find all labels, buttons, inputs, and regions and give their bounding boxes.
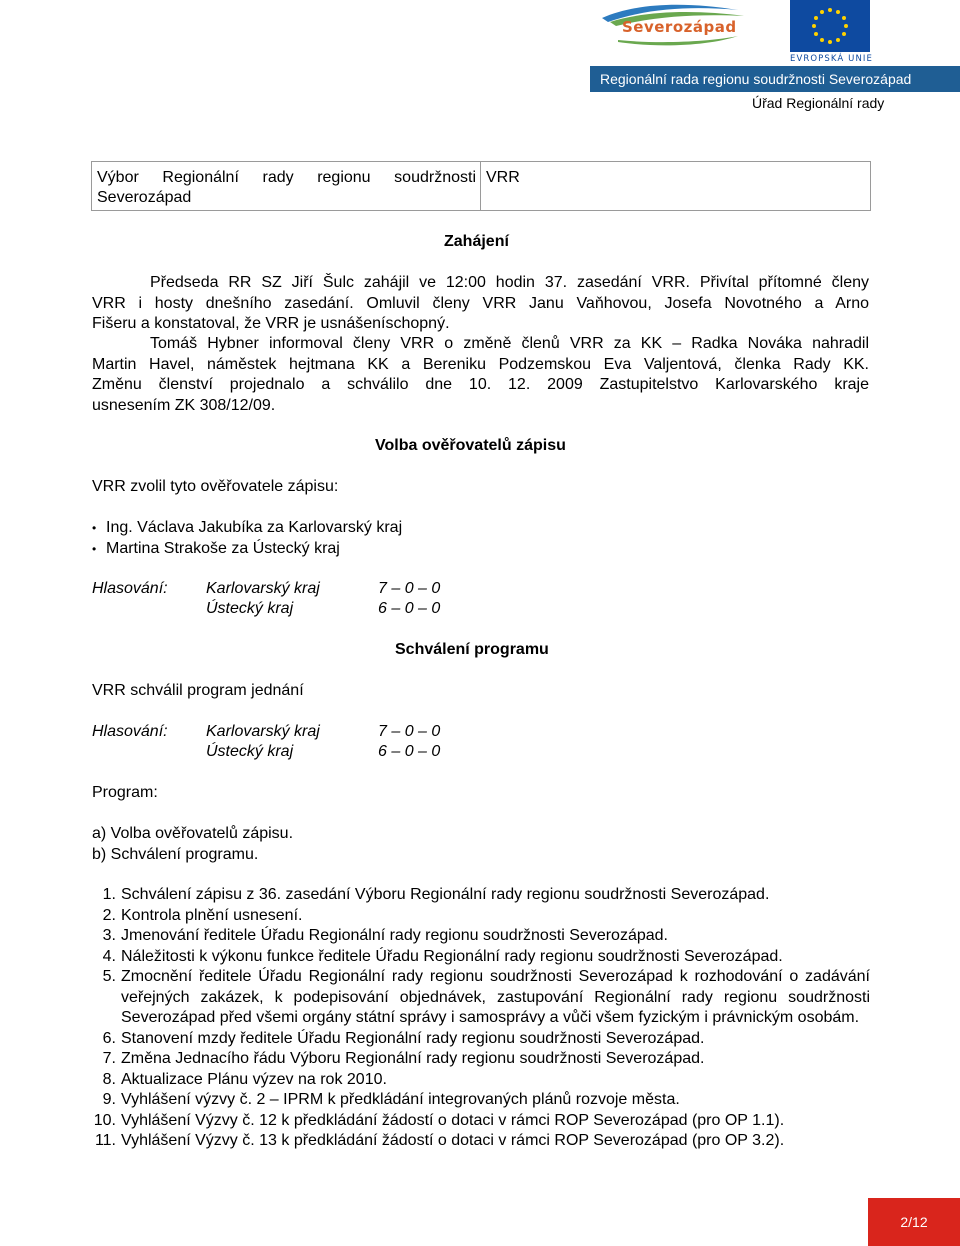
- list-item-number: 4.: [102, 947, 116, 965]
- list-item-text: Schválení zápisu z 36. zasedání Výboru Regionální rady regionu soudržnosti Severozápad.: [121, 886, 770, 903]
- volba-intro: VRR zvolil tyto ověřovatele zápisu:: [92, 478, 339, 495]
- table-cell-organ: Výbor Regionální rady regionu soudržnosti Severozápad: [92, 162, 481, 210]
- list-item-text: Jmenování ředitele Úřadu Regionální rady regionu soudržnosti Severozápad.: [121, 927, 668, 944]
- list-item: [92, 926, 870, 947]
- vote-region: Ústecký kraj: [206, 743, 294, 760]
- heading-schvaleni: Schválení programu: [395, 641, 549, 658]
- schvaleni-intro: VRR schválil program jednání: [92, 682, 304, 699]
- list-item: [92, 1049, 870, 1070]
- vote-region: Ústecký kraj: [206, 600, 294, 617]
- list-item-number: 9.: [102, 1091, 116, 1108]
- list-item-text: Vyhlášení Výzvy č. 13 k předkládání žádostí o dotaci v rámci ROP Severozápad (pro OP 3.2).: [121, 1132, 785, 1149]
- header-band-title: Regionální rada regionu soudržnosti Severozápad: [600, 71, 912, 87]
- program-item-a: a) Volba ověřovatelů zápisu.: [92, 825, 294, 842]
- vote-result: 7 – 0 – 0: [378, 723, 441, 740]
- list-item-text: Zmocnění ředitele Úřadu Regionální rady regionu soudržnosti Severozápad k rozhodování o zadávání veřejných zakázek, k podepisování objednávek, zastupování Regionální rady regionu soudržnosti Severozápad před všemi orgány státní správy i samosprávy a vůči všem fyzickým i právnickým osobám.: [121, 968, 870, 1026]
- header-subtitle: Úřad Regionální rady: [752, 95, 885, 111]
- vote-result: 6 – 0 – 0: [378, 743, 441, 760]
- list-item: [92, 906, 870, 927]
- vote-result: 6 – 0 – 0: [378, 600, 441, 617]
- severozapad-logo: [598, 0, 748, 48]
- logo-wordmark: Severozápad: [622, 18, 737, 36]
- list-item-number: 10.: [93, 1111, 116, 1129]
- list-item-text: Aktualizace Plánu výzev na rok 2010.: [121, 1070, 387, 1088]
- list-item-text: Vyhlášení výzvy č. 2 – IPRM k předkládání integrovaných plánů rozvoje města.: [121, 1091, 680, 1108]
- list-item: • Martina Strakoše za Ústecký kraj: [92, 539, 402, 560]
- vote-region: Karlovarský kraj: [206, 723, 320, 740]
- list-item: [92, 947, 870, 968]
- vote-label: Hlasování:: [92, 723, 168, 740]
- list-item: [92, 885, 870, 906]
- verifier-list: [92, 518, 402, 559]
- paragraph-line: Předseda RR SZ Jiří Šulc zahájil ve 12:00 hodin 37. zasedání VRR. Přivítal přítomné členy: [150, 274, 869, 291]
- paragraph-line: Tomáš Hybner informoval členy VRR o změně členů VRR za KK – Radka Nováka nahradil: [150, 335, 869, 352]
- paragraph-line: usnesením ZK 308/12/09.: [92, 396, 276, 414]
- vote-result: 7 – 0 – 0: [378, 580, 441, 597]
- header-table: [91, 161, 871, 211]
- list-item-number: 3.: [102, 927, 116, 944]
- list-item-text: Vyhlášení Výzvy č. 12 k předkládání žádostí o dotaci v rámci ROP Severozápad (pro OP 1.1).: [121, 1111, 785, 1129]
- paragraph-zahajeni: [92, 273, 869, 335]
- list-item: • Ing. Václava Jakubíka za Karlovarský kraj: [92, 518, 402, 539]
- list-item-number: 8.: [102, 1070, 116, 1088]
- list-item-text: Stanovení mzdy ředitele Úřadu Regionální rady regionu soudržnosti Severozápad.: [121, 1029, 705, 1047]
- list-item: [92, 1029, 870, 1050]
- paragraph-line: VRR i hosty dnešního zasedání. Omluvil členy VRR Janu Vaňhovou, Josefa Novotného a Arno: [92, 294, 869, 312]
- list-item-number: 6.: [102, 1029, 116, 1047]
- program-label: Program:: [92, 784, 158, 801]
- eu-label: EVROPSKÁ UNIE: [790, 54, 874, 64]
- page-number: 2/12: [900, 1214, 928, 1230]
- vote-label: Hlasování:: [92, 580, 168, 597]
- list-item: [92, 1090, 870, 1111]
- list-item-number: 1.: [102, 886, 116, 903]
- list-item: [92, 1131, 870, 1152]
- program-item-b: b) Schválení programu.: [92, 846, 259, 863]
- list-item-text: Změna Jednacího řádu Výboru Regionální rady regionu soudržnosti Severozápad.: [121, 1050, 705, 1067]
- list-item-text: Náležitosti k výkonu funkce ředitele Úřadu Regionální rady regionu soudržnosti Severozápad.: [121, 947, 783, 965]
- list-item-number: 5.: [102, 968, 116, 985]
- list-item: [92, 1070, 870, 1091]
- vote-region: Karlovarský kraj: [206, 580, 320, 597]
- table-cell-abbrev: VRR: [486, 169, 520, 186]
- heading-zahajeni: Zahájení: [444, 233, 509, 250]
- heading-volba: Volba ověřovatelů zápisu: [375, 437, 566, 454]
- eu-flag-icon: [790, 0, 870, 52]
- list-item: [92, 1111, 870, 1132]
- paragraph-line: Fišeru a konstatoval, že VRR je usnášeníschopný.: [92, 315, 450, 332]
- list-item-number: 7.: [102, 1050, 116, 1067]
- page-number-badge: [868, 1198, 960, 1246]
- paragraph-hybner: [92, 334, 869, 416]
- list-item-number: 11.: [94, 1132, 116, 1149]
- list-item-text: Kontrola plnění usnesení.: [121, 906, 303, 924]
- paragraph-line: Změnu členství projednalo a schválilo dne 10. 12. 2009 Zastupitelstvo Karlovarského kraje: [92, 376, 869, 393]
- paragraph-line: Martin Havel, náměstek hejtmana KK a Bereniku Podzemskou Eva Valjentová, členka Rady KK.: [92, 355, 869, 373]
- program-list: [92, 885, 870, 1152]
- list-item-number: 2.: [102, 906, 116, 924]
- list-item: [92, 967, 870, 1029]
- header-band: [590, 66, 960, 92]
- eu-logo: [790, 0, 874, 66]
